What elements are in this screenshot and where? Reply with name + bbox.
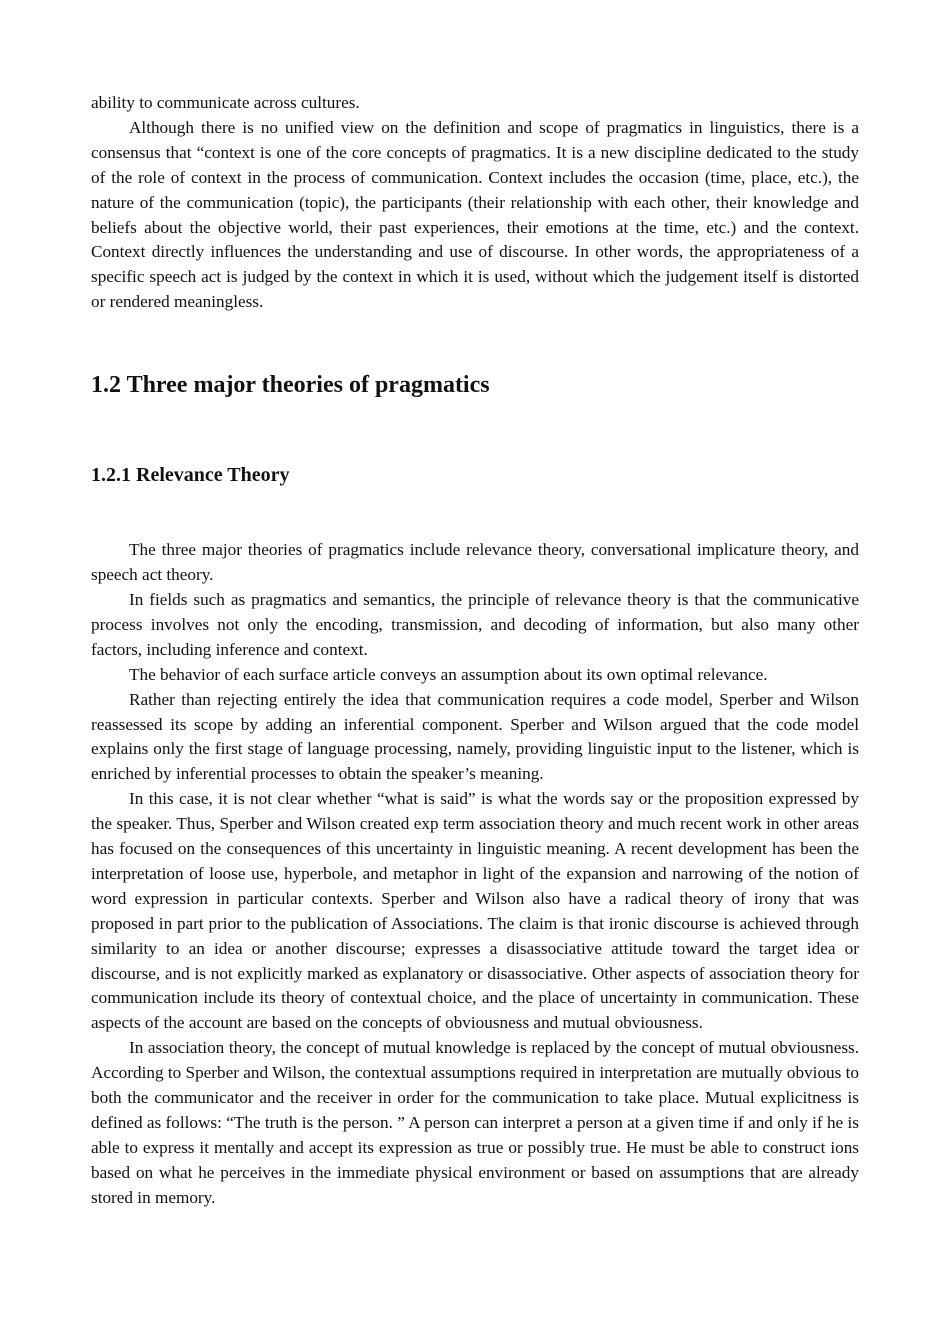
body-paragraph: In this case, it is not clear whether “what is said” is what the words say or the proposition expressed by the speaker. Thus, Sperber and Wilson created exp term association theory and much recent work in other areas has focused on the consequences of this uncertainty in linguistic meaning. A recent development has been the interpretation of loose use, hyperbole, and metaphor in light of the expansion and narrowing of the notion of word expression in particular contexts. Sperber and Wilson also have a radical theory of irony that was proposed in part prior to the publication of Associations. The claim is that ironic discourse is achieved through similarity to an idea or another discourse; expresses a disassociative attitude toward the target idea or discourse, and is not explicitly marked as explanatory or disassociative. Other aspects of association theory for communication include its theory of contextual choice, and the place of uncertainty in communication. These aspects of the account are based on the concepts of obviousness and mutual obviousness.	[91, 789, 859, 1033]
intro-context-paragraph: Although there is no unified view on the definition and scope of pragmatics in linguistics, there is a consensus that “context is one of the core concepts of pragmatics. It is a new discipline dedicated to the study of the role of context in the process of communication. Context includes the occasion (time, place, etc.), the nature of the communication (topic), the participants (their relationship with each other, their knowledge and beliefs about the objective world, their past experiences, their emotions at the time, etc.) and the context. Context directly influences the understanding and use of discourse. In other words, the appropriateness of a specific speech act is judged by the context in which it is used, without which the judgement itself is distorted or rendered meaningless.	[91, 117, 859, 312]
body-paragraph: The three major theories of pragmatics include relevance theory, conversational implicature theory, and speech act theory.	[91, 540, 859, 585]
relevance-theory-body	[91, 538, 859, 1210]
body-paragraph: Rather than rejecting entirely the idea that communication requires a code model, Sperber and Wilson reassessed its scope by adding an inferential component. Sperber and Wilson argued that the code model explains only the first stage of language processing, namely, providing linguistic input to the listener, which is enriched by inferential processes to obtain the speaker’s meaning.	[91, 689, 859, 784]
body-paragraph: In fields such as pragmatics and semantics, the principle of relevance theory is that the communicative process involves not only the encoding, transmission, and decoding of information, but also many other factors, including inference and context.	[91, 589, 859, 659]
body-paragraph: In association theory, the concept of mutual knowledge is replaced by the concept of mutual obviousness. According to Sperber and Wilson, the contextual assumptions required in interpretation are mutually obvious to both the communicator and the receiver in order for the communication to take place. Mutual explicitness is defined as follows: “The truth is the person. ” A person can interpret a person at a given time if and only if he is able to express it mentally and accept its expression as true or possibly true. He must be able to construct ions based on what he perceives in the immediate physical environment or based on assumptions that are already stored in memory.	[91, 1038, 859, 1207]
section-heading: 1.2 Three major theories of pragmatics	[91, 372, 490, 399]
subsection-heading: 1.2.1 Relevance Theory	[91, 464, 290, 487]
document-page	[91, 91, 859, 1211]
body-paragraph: The behavior of each surface article conveys an assumption about its own optimal relevance.	[129, 664, 768, 684]
intro-continuation-paragraph: ability to communicate across cultures.	[91, 93, 360, 112]
